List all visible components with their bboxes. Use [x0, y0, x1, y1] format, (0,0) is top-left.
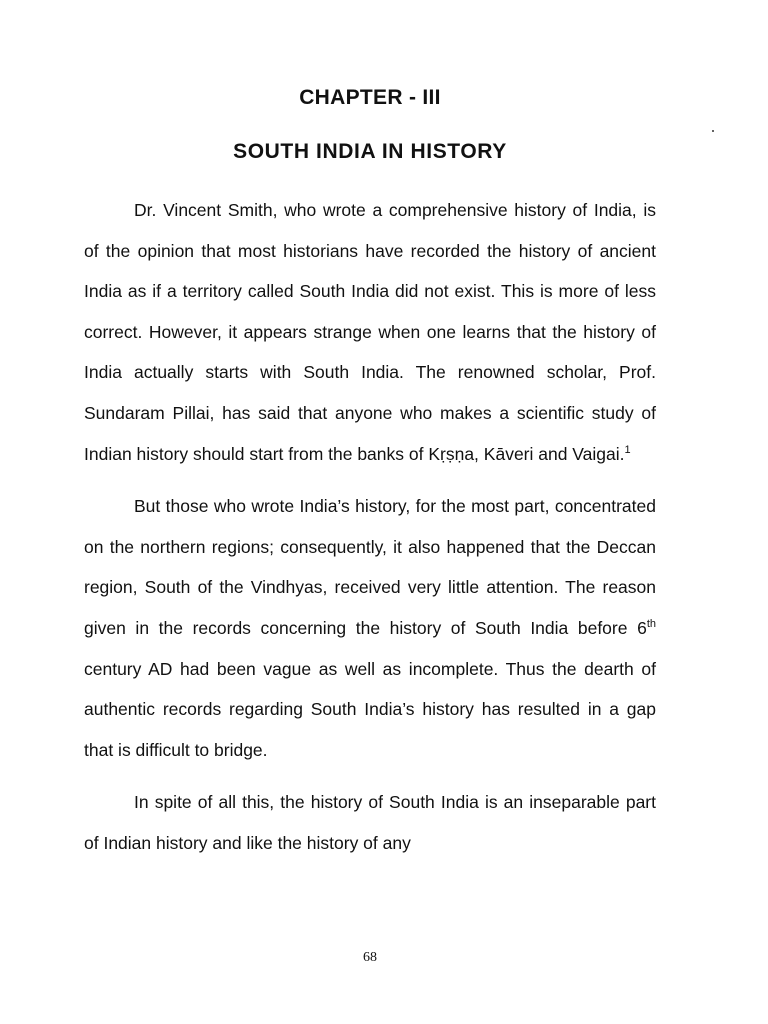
paragraph-3-text: In spite of all this, the history of South India is an inseparable part of Indian history and like the history of any [84, 792, 656, 853]
paragraph-3 [84, 782, 656, 863]
paragraph-1-text: Dr. Vincent Smith, who wrote a comprehensive history of India, is of the opinion that most historians have recorded the history of ancient India as if a territory called South India did not exist. This is more of less correct. However, it appears strange when one learns that the history of India actually starts with South India. The renowned scholar, Prof. Sundaram Pillai, has said that anyone who makes a scientific study of Indian history should start from the banks of Kṛṣṇa, Kāveri and Vaigai. [84, 200, 656, 464]
paragraph-2 [84, 486, 656, 770]
scan-speck [712, 130, 714, 132]
paragraph-1 [84, 190, 656, 474]
page-number: 68 [363, 950, 377, 965]
chapter-label: CHAPTER - III [299, 86, 441, 109]
body-text [84, 190, 656, 864]
paragraph-2-text-after: century AD had been vague as well as incomplete. Thus the dearth of authentic records regarding South India’s history has resulted in a gap that is difficult to bridge. [84, 658, 656, 760]
chapter-title: SOUTH INDIA IN HISTORY [233, 140, 507, 163]
ordinal-superscript: th [646, 618, 656, 631]
paragraph-2-text-before: But those who wrote India’s history, for the most part, concentrated on the northern regions; consequently, it also happened that the Deccan region, South of the Vindhyas, received very little attention. The reason given in the records concerning the history of South India before 6 [84, 496, 656, 638]
footnote-ref: 1 [624, 443, 631, 456]
